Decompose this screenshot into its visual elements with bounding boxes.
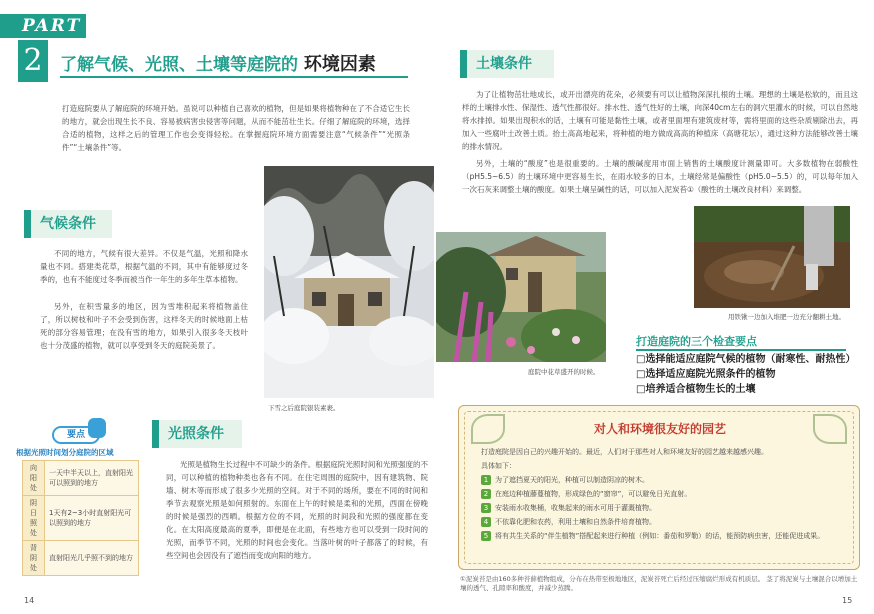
zone-description: 1天有2~3小时直射阳光可以照到的地方 [45, 496, 139, 541]
intro-paragraph: 打造庭院要从了解庭院的环境开始。虽说可以种植自己喜欢的植物，但是如果将植物种在了不合适它生长的地方，就会出现生长不良、容易被病害虫侵害等问题，从而不能茁壮生长。仔细了解庭院的环境，选择合适的植物，这样之后的管理工作也会变得轻松。在掌握庭院环境方面需要注意“气候条件”“光照条件”“土壤条件”等。 [62, 104, 410, 152]
list-item: 4 不依靠化肥和农药，利用土壤和自然条件培育植物。 [481, 516, 841, 528]
box-title: 对人和环境很友好的园艺 [593, 422, 726, 436]
checklist-underline [636, 349, 846, 351]
sunlight-zone-table [22, 460, 139, 576]
soil-paragraph-2: 另外，土壤的“酸度”也是很重要的。土壤的酸碱度用市面上销售的土壤酸度计测量即可。大多数植物在弱酸性（pH5.5~6.5）的土壤环境中更容易生长，在雨水较多的日本，土壤经常是偏酸性（pH5.0~5.5）的，可以每年加入一次石灰来调整土壤的酸度。如果土壤呈碱性的话，可以加入泥炭苔①（酸性的土壤改良材料）来调整。 [462, 159, 858, 194]
part-label: PART [0, 14, 86, 38]
list-item: 1 为了遮挡夏天的阳光，种植可以制造阴凉的树木。 [481, 474, 841, 486]
title-rule [60, 76, 408, 78]
list-item: 3 安装雨水收集桶，收集起来的雨水可用于灌溉植物。 [481, 502, 841, 514]
pointing-hand-icon [88, 418, 106, 438]
footnote: ①泥炭苔是由160多种苔藓植物组成，分布在热带至极地地区，泥炭苔死亡后经过压缩腐烂形成有机质层。 茎了将泥炭与土壤混合以增加土壤的透气、孔隙率和酸度，并减少蒸腾。 [460, 575, 858, 592]
light-paragraph: 光照是植物生长过程中不可缺少的条件。根据庭院光照时间和光照强度的不同，可以种植的植物种类也各有不同。在住宅周围的庭院中，因有建筑物、院墙、树木等而形成了很多少光照的空间。对于不同的场所，要在不同的时间和季节去观察光照是如何照射的。东面在上午的时候是柔和的光照，西面在傍晚的时候是强烈的西晒。根据方位的不同，光照的时间段和光照的强度都在变化。在太阳高度最高的夏季，即便是在北面，有些地方也可以受到一段时间的光照，而季节不同，光照的时间也会变化。当落叶树的叶子都落了的时候，有些空间也会因没有了遮挡而变成向阳的地方。 [166, 460, 428, 560]
key-points-subtitle: 根据光照时间划分庭院的区域 [16, 448, 114, 457]
key-points-label: 要点 [52, 426, 100, 444]
soil-paragraph-1: 为了让植物茁壮地成长，或开出漂亮的花朵，必须要有可以让植物深深扎根的土壤。理想的土壤是松软的，而且这样的土壤排水性、保湿性、透气性都很好。排水性、透气性好的土壤，向深40cm左右的洞穴里灌水的时候，可以自然地将水排掉。如果出现积水的话，土壤有可能是黏性土壤，或者里面埋有建筑废材等，需将里面的这些杂质剔除出去，再加入一些腐叶土改善土质。抬土高高地起来，将种植的地方做成高高的种植床（高塘花坛），通过这种方法能够改善土壤的排水情况。 [462, 90, 858, 151]
page-number-right: 15 [842, 596, 853, 605]
list-item: 2 在庭边种植藤蔓植物，形成绿色的“窗帘”，可以避免日光直射。 [481, 488, 841, 500]
table-row [23, 496, 139, 541]
climate-heading: 气候条件 [24, 210, 112, 238]
zone-name: 向阳处 [23, 461, 45, 496]
soil-photo-caption: 用铁锹一边加入堆肥一边充分翻耕土地。 [728, 313, 845, 321]
checklist-item: □选择适应庭院光照条件的植物 [636, 369, 776, 380]
soil-heading: 土壤条件 [460, 50, 554, 78]
snow-garden-photo [264, 166, 434, 398]
climate-paragraph-1: 不同的地方，气候有很大差异。不仅是气温，光照和降水量也不同。搭建类花草，根据气温的不同，其中有能够度过冬季的，也有不能度过冬季而被当作一年生的多年生草本植物。 [40, 249, 248, 284]
page-number-left: 14 [24, 596, 35, 605]
table-row [23, 541, 139, 576]
list-item: 5 将有共生关系的“伴生植物”搭配起来进行种植（例如：番茄和罗勒）的话，能预防病虫害，还能促进成果。 [481, 530, 841, 542]
zone-description: 一天中半天以上，直射阳光可以照到的地方 [45, 461, 139, 496]
snow-photo-caption: 下雪之后庭院银装素裹。 [268, 404, 340, 412]
chapter-title [60, 50, 376, 76]
checklist-title: 打造庭院的三个检查要点 [636, 335, 757, 348]
box-examples-label: 具体如下： [481, 462, 516, 470]
garden-photo-caption: 庭院中花草盛开的时候。 [528, 368, 600, 376]
climate-paragraph-2: 另外，在积雪量多的地区，因为雪堆积起来将植物盖住了，所以树枝和叶子不会受到伤害，这样冬天的时候地面上枯死的部分容易管理；在没有雪的地方，如果引入很多冬天枝叶也十分茂盛的植物，就可以享受到冬天的庭院美景了。 [40, 302, 248, 350]
checklist-item: □培养适合植物生长的土壤 [636, 384, 756, 395]
zone-name: 阴日照处 [23, 496, 45, 541]
chapter-title-main: 了解气候、光照、土壤等庭院的 [60, 55, 298, 75]
chapter-number: 2 [18, 40, 48, 82]
table-row [23, 461, 139, 496]
light-heading: 光照条件 [152, 420, 242, 448]
checklist-item: □选择能适应庭院气候的植物（耐寒性、耐热性） [636, 354, 856, 365]
flower-garden-photo [436, 232, 606, 362]
box-intro: 打造庭院是因自己的兴趣开始的。最近，人们对于那些对人和环境友好的园艺越来越感兴趣。 [481, 448, 768, 456]
zone-description: 直射阳光几乎照不到的地方 [45, 541, 139, 576]
eco-gardening-box [458, 405, 860, 570]
soil-digging-photo [694, 206, 850, 308]
zone-name: 背阴处 [23, 541, 45, 576]
chapter-title-emphasis: 环境因素 [303, 54, 376, 75]
